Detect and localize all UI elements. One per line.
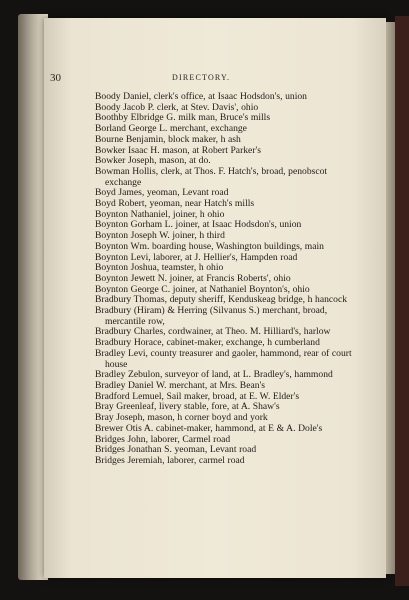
directory-entry: Boyd James, yeoman, Levant road <box>95 187 229 199</box>
directory-entry: Boody Jacob P. clerk, at Stev. Davis', ohio <box>95 101 259 113</box>
directory-entry: Boyd Robert, yeoman, near Hatch's mills <box>95 198 255 210</box>
directory-entry: Boynton Joseph W. joiner, h third <box>95 230 225 242</box>
directory-entry: Bradbury Charles, cordwainer, at Theo. M. Hilliard's, harlow <box>95 326 331 338</box>
directory-entry: Boynton Joshua, teamster, h ohio <box>95 262 224 274</box>
directory-entry: Boynton George C. joiner, at Nathaniel Boynton's, ohio <box>95 283 310 295</box>
page-number: 30 <box>50 72 61 84</box>
page-header <box>50 72 350 86</box>
directory-entry: Bray Joseph, mason, h corner boyd and york <box>95 412 268 424</box>
directory-entries <box>95 92 353 467</box>
directory-entry: Bourne Benjamin, block maker, h ash <box>95 133 241 145</box>
directory-entry: Boynton Wm. boarding house, Washington buildings, main <box>95 240 324 252</box>
directory-entry: Bradley Levi, county treasurer and gaoler, hammond, rear of court house <box>95 347 352 370</box>
directory-entry: Bowker Joseph, mason, at do. <box>95 155 211 167</box>
running-head: DIRECTORY. <box>172 73 231 82</box>
directory-entry: Bowman Hollis, clerk, at Thos. F. Hatch's, broad, penobscot exchange <box>95 165 328 188</box>
directory-entry: Bowker Isaac H. mason, at Robert Parker's <box>95 144 261 156</box>
directory-entry: Bray Greenleaf, livery stable, fore, at A. Shaw's <box>95 401 280 413</box>
directory-entry: Boynton Levi, laborer, at J. Hellier's, Hampden road <box>95 251 298 263</box>
directory-entry: Bradbury Thomas, deputy sheriff, Kenduskeag bridge, h hancock <box>95 294 348 306</box>
directory-entry: Bridges Jonathan S. yeoman, Levant road <box>95 444 257 456</box>
directory-entry: Boothby Elbridge G. milk man, Bruce's mills <box>95 112 271 124</box>
directory-entry: Bradley Zebulon, surveyor of land, at L. Bradley's, hammond <box>95 369 333 381</box>
book-page-edges-right <box>386 22 395 574</box>
directory-entry: Bradley Daniel W. merchant, at Mrs. Bean's <box>95 379 265 391</box>
directory-entry: Brewer Otis A. cabinet-maker, hammond, at E & A. Dole's <box>95 422 323 434</box>
directory-entry: Bradford Lemuel, Sail maker, broad, at E. W. Elder's <box>95 390 300 402</box>
directory-entry: Bridges John, laborer, Carmel road <box>95 433 231 445</box>
book-cover-edge <box>395 16 409 586</box>
directory-entry: Boody Daniel, clerk's office, at Isaac Hodsdon's, union <box>95 91 307 102</box>
directory-entry: Borland George L. merchant, exchange <box>95 123 247 135</box>
directory-entry: Bradbury Horace, cabinet-maker, exchange, h cumberland <box>95 337 320 349</box>
directory-entry: Boynton Nathaniel, joiner, h ohio <box>95 208 225 220</box>
directory-entry: Bradbury (Hiram) & Herring (Silvanus S.) merchant, broad, mercantile row, <box>95 305 328 327</box>
directory-entry: Boynton Gorham L. joiner, at Isaac Hodsdon's, union <box>95 219 302 231</box>
directory-entry: Bridges Jeremiah, laborer, carmel road <box>95 454 245 466</box>
directory-entry: Boynton Jewett N. joiner, at Francis Roberts', ohio <box>95 272 291 284</box>
